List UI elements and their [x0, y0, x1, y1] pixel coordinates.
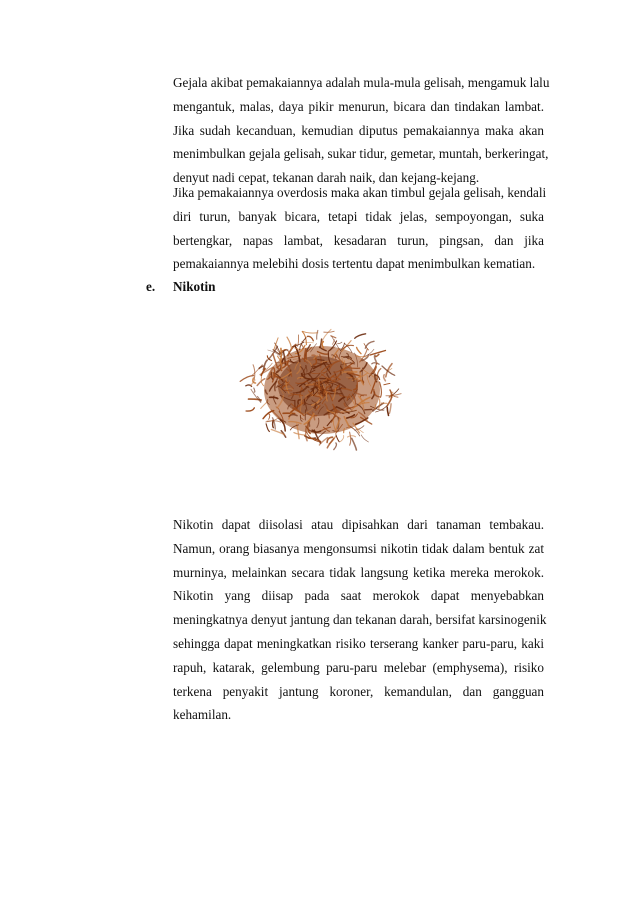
text-line: pemakaiannya melebihi dosis tertentu dapat menimbulkan kematian. — [173, 256, 536, 272]
text-line: terkena penyakit jantung koroner, kemandulan, dan gangguan — [173, 683, 544, 699]
text-line: mengantuk, malas, daya pikir menurun, bicara dan tindakan lambat. — [173, 98, 544, 114]
text-line: Jika pemakaiannya overdosis maka akan timbul gejala gelisah, kendali — [173, 185, 547, 200]
paragraph-symptoms — [173, 71, 550, 190]
tobacco-pile-image — [238, 318, 406, 468]
text-line: sehingga dapat meningkatkan risiko terserang kanker paru-paru, kaki — [173, 635, 544, 651]
text-line: murninya, melainkan secara tidak langsung ketika mereka merokok. — [173, 564, 544, 580]
text-line: Nikotin dapat diisolasi atau dipisahkan dari tanaman tembakau. — [173, 517, 544, 532]
text-line: Nikotin yang diisap pada saat merokok dapat menyebabkan — [173, 588, 544, 604]
section-title: Nikotin — [173, 279, 216, 294]
text-line: Jika sudah kecanduan, kemudian diputus pemakaiannya maka akan — [173, 122, 544, 138]
text-line: Namun, orang biasanya mengonsumsi nikotin tidak dalam bentuk zat — [173, 540, 544, 556]
text-line: menimbulkan gejala gelisah, sukar tidur, gemetar, muntah, berkeringat, — [173, 146, 549, 162]
text-line: meningkatnya denyut jantung dan tekanan darah, bersifat karsinogenik — [173, 612, 547, 628]
text-line: bertengkar, napas lambat, kesadaran turun, pingsan, dan jika — [173, 232, 544, 248]
paragraph-nicotine — [173, 513, 547, 727]
section-heading — [146, 277, 216, 297]
section-marker: e. — [146, 279, 156, 294]
tobacco-image — [238, 318, 406, 468]
text-line: kehamilan. — [173, 707, 232, 723]
text-line: rapuh, katarak, gelembung paru-paru melebar (emphysema), risiko — [173, 659, 544, 675]
text-line: Gejala akibat pemakaiannya adalah mula-mula gelisah, mengamuk lalu — [173, 75, 550, 90]
text-line: denyut nadi cepat, tekanan darah naik, dan kejang-kejang. — [173, 170, 480, 186]
text-line: diri turun, banyak bicara, tetapi tidak jelas, sempoyongan, suka — [173, 208, 544, 224]
paragraph-overdose — [173, 181, 547, 276]
